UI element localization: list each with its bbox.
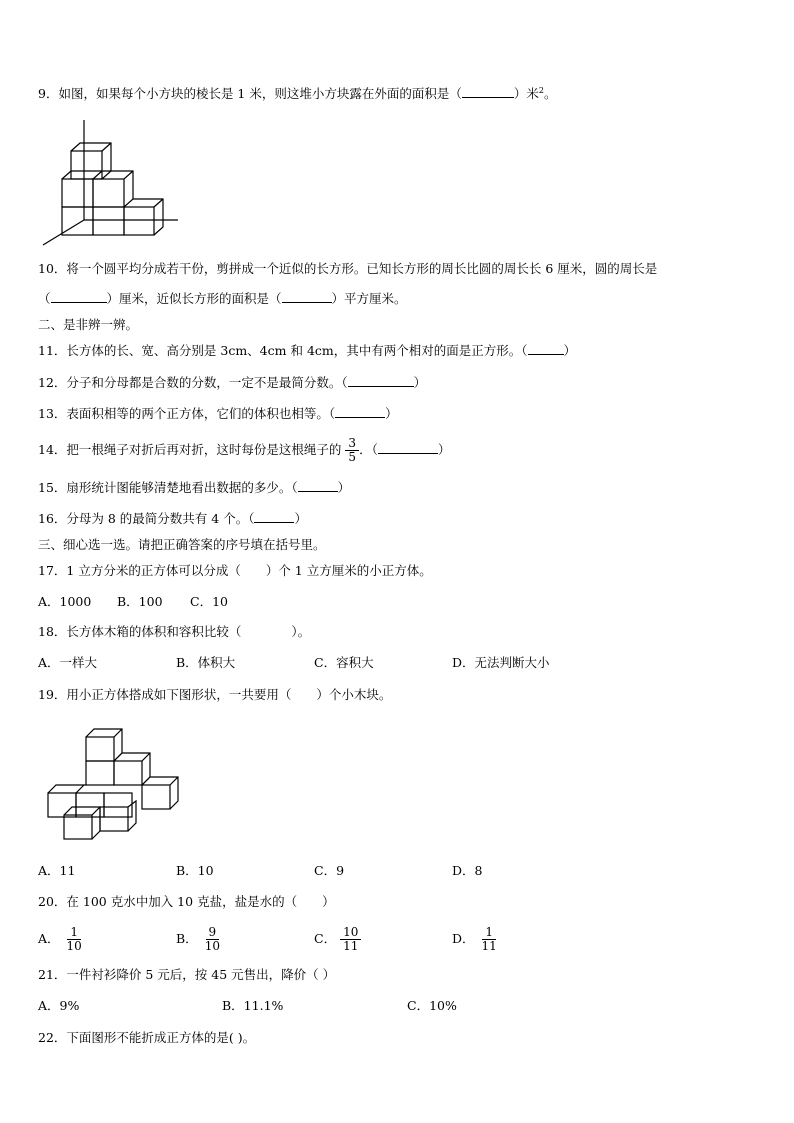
answer-blank[interactable] bbox=[378, 441, 438, 454]
question-22: 22．下面图形不能折成正方体的是( )。 bbox=[38, 1030, 256, 1045]
answer-blank[interactable] bbox=[51, 290, 107, 303]
question-17: 17．1 立方分米的正方体可以分成（ ）个 1 立方厘米的小正方体。 bbox=[38, 563, 432, 578]
option-b[interactable]: B．11.1% bbox=[222, 998, 284, 1013]
option-c[interactable]: C．10% bbox=[407, 998, 457, 1013]
question-10: 10．将一个圆平均分成若干份，剪拼成一个近似的长方形。已知长方形的周长比圆的周长长 6 厘米，圆的周长是 bbox=[38, 261, 658, 276]
option-b[interactable]: B．100 bbox=[117, 594, 163, 609]
option-a[interactable]: A．1000 bbox=[38, 594, 92, 609]
question-9: 9．如图，如果每个小方块的棱长是 1 米，则这堆小方块露在外面的面积是（ ）米$^2$。 bbox=[38, 86, 557, 102]
option-a[interactable]: A．9% bbox=[38, 998, 80, 1013]
option-a[interactable]: A．一样大 bbox=[38, 655, 98, 670]
answer-blank[interactable] bbox=[528, 342, 564, 355]
option-b[interactable]: B．体积大 bbox=[176, 655, 236, 670]
option-b[interactable]: B．10 bbox=[176, 863, 214, 878]
option-a[interactable]: A． $\frac{1}{10}$ bbox=[38, 922, 85, 956]
answer-blank[interactable] bbox=[282, 290, 332, 303]
question-18: 18．长方体木箱的体积和容积比较（ ）。 bbox=[38, 624, 311, 639]
question-15: 15．扇形统计图能够清楚地看出数据的多少。（ ） bbox=[38, 480, 351, 495]
question-14: 14．把一根绳子对折后再对折，这时每份是这根绳子的 $\frac{3}{5}$ ．（ ） bbox=[38, 436, 451, 464]
fraction: $\frac{10}{11}$ bbox=[340, 926, 361, 953]
option-d[interactable]: D． $\frac{1}{11}$ bbox=[452, 922, 500, 956]
question-16: 16．分母为 8 的最简分数共有 4 个。（ ） bbox=[38, 511, 307, 526]
fraction: $\frac{3}{5}$ bbox=[345, 437, 359, 464]
option-b[interactable]: B． $\frac{9}{10}$ bbox=[176, 922, 223, 956]
answer-blank[interactable] bbox=[254, 510, 294, 523]
question-13: 13．表面积相等的两个正方体，它们的体积也相等。（ ） bbox=[38, 406, 398, 421]
answer-blank[interactable] bbox=[348, 374, 414, 387]
answer-blank[interactable] bbox=[298, 479, 338, 492]
option-c[interactable]: C． $\frac{10}{11}$ bbox=[314, 922, 361, 956]
question-21: 21．一件衬衫降价 5 元后，按 45 元售出，降价（ ） bbox=[38, 967, 336, 982]
option-d[interactable]: D．无法判断大小 bbox=[452, 655, 550, 670]
option-d[interactable]: D．8 bbox=[452, 863, 483, 878]
question-20: 20．在 100 克水中加入 10 克盐，盐是水的（ ） bbox=[38, 894, 335, 909]
section-heading: 三、细心选一选。请把正确答案的序号填在括号里。 bbox=[38, 537, 326, 552]
question-19: 19．用小正方体搭成如下图形状，一共要用（ ）个小木块。 bbox=[38, 687, 392, 702]
section-heading: 二、是非辨一辨。 bbox=[38, 317, 139, 332]
fraction: $\frac{9}{10}$ bbox=[204, 925, 220, 953]
fraction: $\frac{1}{11}$ bbox=[481, 925, 497, 953]
answer-blank[interactable] bbox=[335, 405, 385, 418]
option-c[interactable]: C．9 bbox=[314, 863, 345, 878]
option-a[interactable]: A．11 bbox=[38, 863, 76, 878]
answer-blank[interactable] bbox=[462, 85, 514, 98]
question-10-line2: （ ）厘米，近似长方形的面积是（ ）平方厘米。 bbox=[38, 291, 407, 306]
option-c[interactable]: C．10 bbox=[190, 594, 228, 609]
cube-structure-figure bbox=[44, 725, 184, 845]
question-12: 12．分子和分母都是合数的分数，一定不是最简分数。（ ） bbox=[38, 375, 427, 390]
option-c[interactable]: C．容积大 bbox=[314, 655, 374, 670]
fraction: $\frac{1}{10}$ bbox=[66, 925, 82, 953]
cube-stack-figure bbox=[38, 115, 188, 250]
question-11: 11．长方体的长、宽、高分别是 3cm、4cm 和 4cm，其中有两个相对的面是正方形。（ ） bbox=[38, 343, 577, 358]
